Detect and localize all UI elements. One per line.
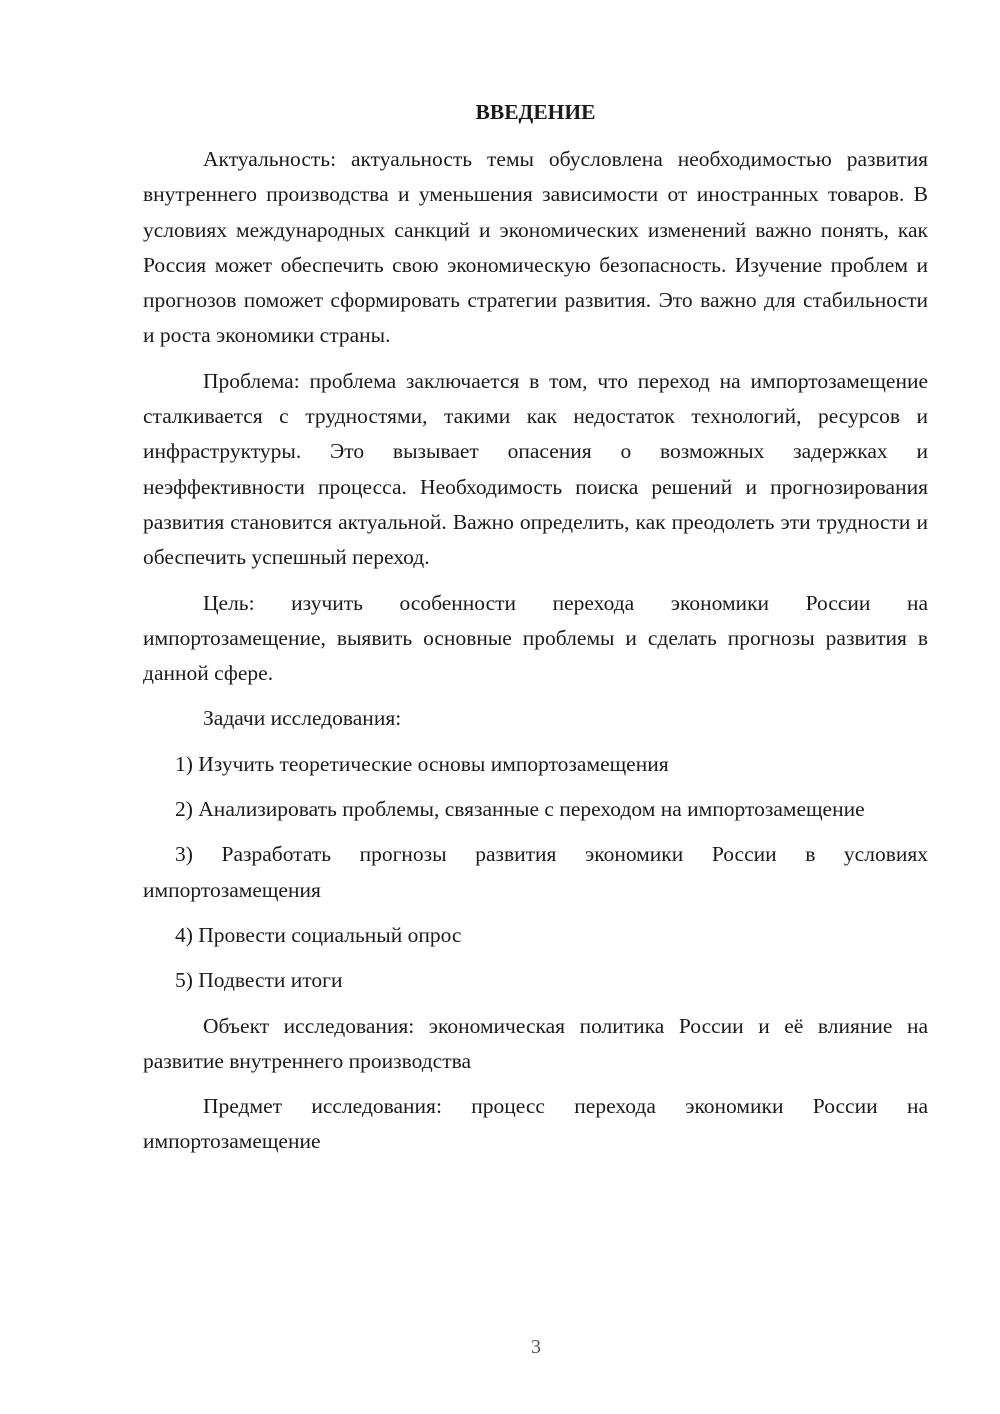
task-item-1: 1) Изучить теоретические основы импортозамещения <box>175 751 669 776</box>
goal-paragraph: Цель: изучить особенности перехода экономики России на импортозамещение, выявить основные проблемы и сделать прогнозы развития в данной сфере. <box>143 590 928 686</box>
page-title: ВВЕДЕНИЕ <box>475 100 596 124</box>
research-subject-paragraph: Предмет исследования: процесс перехода экономики России на импортозамещение <box>143 1094 928 1154</box>
task-item-5: 5) Подвести итоги <box>175 968 343 993</box>
page-content <box>143 95 928 1170</box>
research-object-paragraph: Объект исследования: экономическая политика России и её влияние на развитие внутреннего производства <box>143 1013 928 1073</box>
task-item-3: 3) Разработать прогнозы развития экономики России в условиях импортозамещения <box>143 842 928 902</box>
tasks-heading: Задачи исследования: <box>203 706 402 731</box>
relevance-paragraph: Актуальность: актуальность темы обусловлена необходимостью развития внутреннего производства и уменьшения зависимости от иностранных товаров. В условиях международных санкций и экономических изменений важно понять, как Россия может обеспечить свою экономическую безопасность. Изучение проблем и прогнозов поможет сформировать стратегии развития. Это важно для стабильности и роста экономики страны. <box>143 147 928 348</box>
task-item-4: 4) Провести социальный опрос <box>175 922 462 947</box>
task-item-2: 2) Анализировать проблемы, связанные с переходом на импортозамещение <box>175 797 865 822</box>
page-number: 3 <box>531 1336 541 1358</box>
problem-paragraph: Проблема: проблема заключается в том, что переход на импортозамещение сталкивается с трудностями, такими как недостаток технологий, ресурсов и инфраструктуры. Это вызывает опасения о возможных задержках и неэффективности процесса. Необходимость поиска решений и прогнозирования развития становится актуальной. Важно определить, как преодолеть эти трудности и обеспечить успешный переход. <box>143 368 928 570</box>
